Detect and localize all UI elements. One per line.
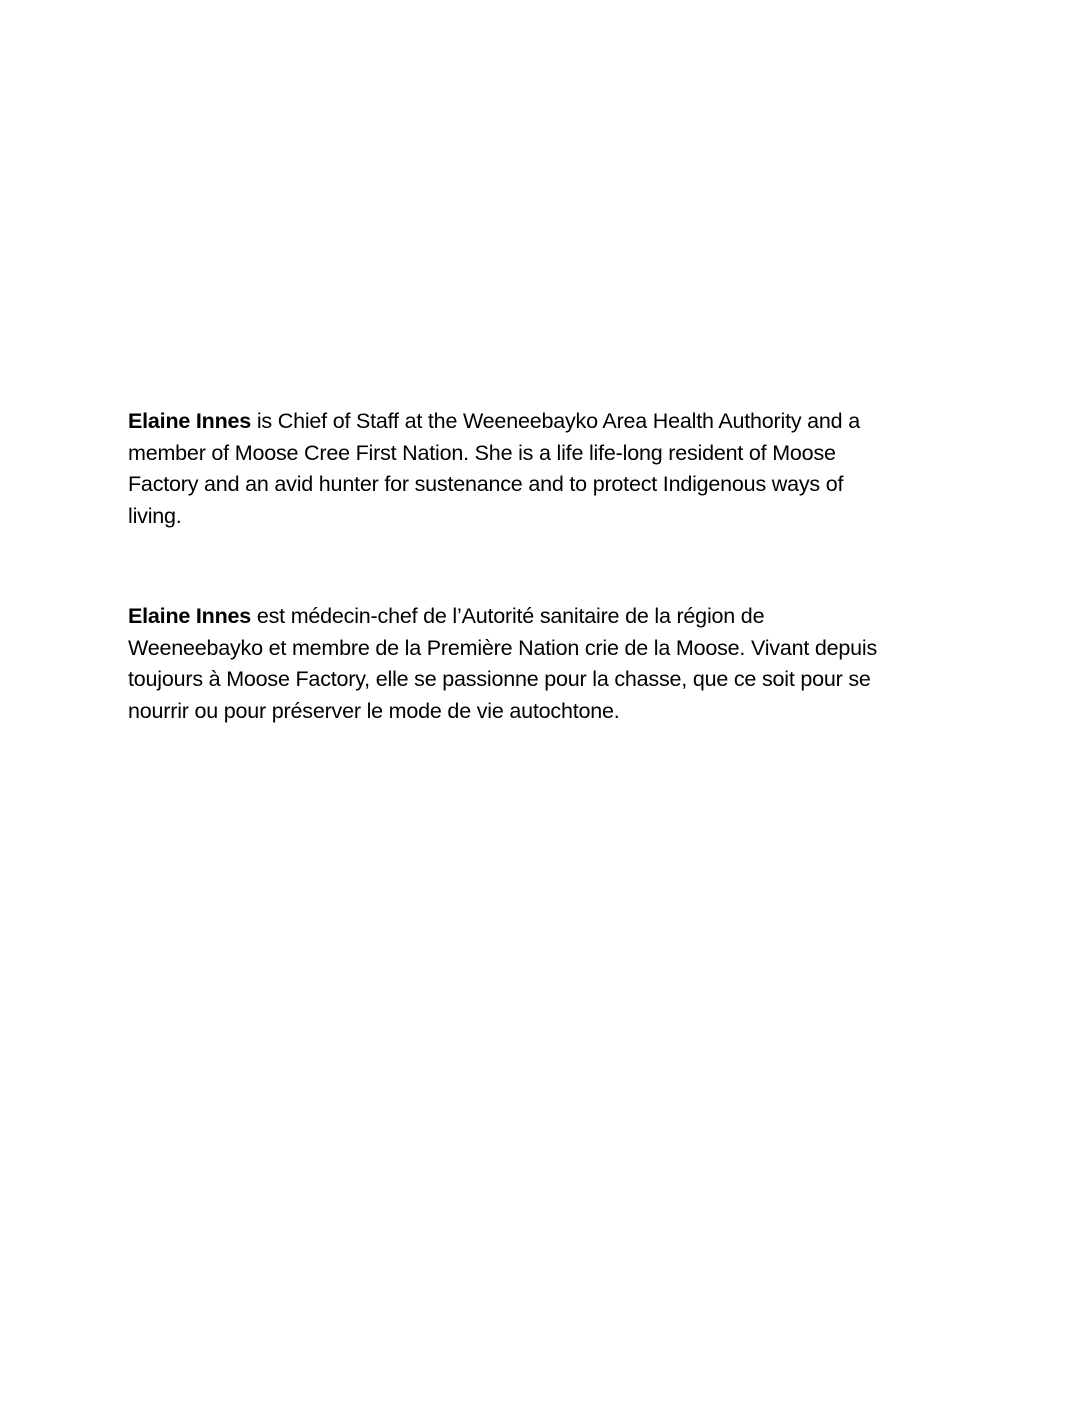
bio-line xyxy=(128,406,958,438)
bio-line: nourrir ou pour préserver le mode de vie autochtone. xyxy=(128,698,620,723)
bio-text: is Chief of Staff at the Weeneebayko Area Health Authority and a xyxy=(251,409,860,433)
bio-line: Weeneebayko et membre de la Première Nation crie de la Moose. Vivant depuis xyxy=(128,635,878,660)
bio-french xyxy=(128,601,958,727)
bio-english xyxy=(128,406,958,532)
bio-line: living. xyxy=(128,503,182,528)
bio-line xyxy=(128,601,958,633)
bio-line: member of Moose Cree First Nation. She is a life life-long resident of Moose xyxy=(128,440,836,465)
bio-line: toujours à Moose Factory, elle se passionne pour la chasse, que ce soit pour se xyxy=(128,667,871,691)
bio-text: est médecin-chef de l’Autorité sanitaire de la région de xyxy=(251,604,765,628)
person-name: Elaine Innes xyxy=(128,409,252,433)
person-name: Elaine Innes xyxy=(128,604,252,628)
bio-line: Factory and an avid hunter for sustenance and to protect Indigenous ways of xyxy=(128,472,844,496)
